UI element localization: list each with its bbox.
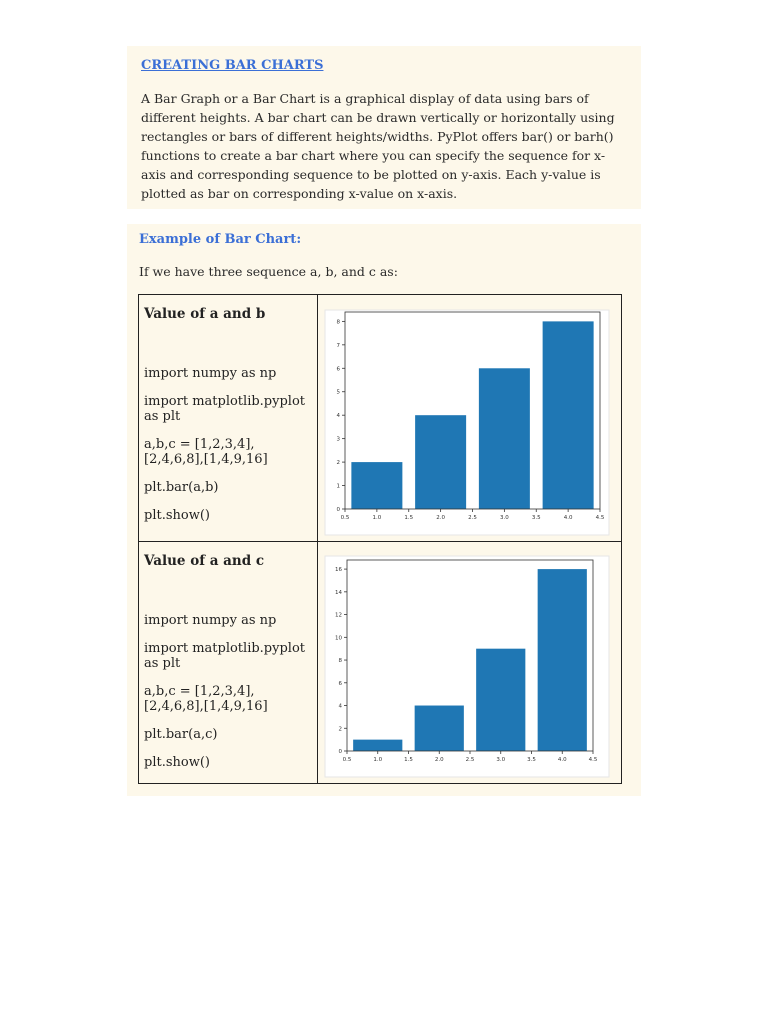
y-tick-label: 12 — [335, 612, 342, 619]
x-tick-label: 2.5 — [468, 515, 477, 521]
bar — [543, 321, 594, 509]
chart-cell — [318, 542, 622, 784]
code-title: Value of a and b — [144, 306, 266, 322]
y-tick-label: 1 — [336, 483, 340, 490]
y-tick-label: 0 — [338, 749, 342, 755]
y-tick-label: 8 — [338, 658, 342, 665]
x-tick-label: 1.5 — [404, 515, 414, 521]
x-tick-label: 4.0 — [557, 757, 567, 763]
code-line: import numpy as np — [144, 613, 277, 628]
y-tick-label: 10 — [335, 635, 342, 642]
code-title: Value of a and c — [144, 553, 265, 569]
bar — [351, 462, 402, 509]
x-tick-label: 0.5 — [340, 515, 350, 521]
y-tick-label: 4 — [338, 703, 342, 710]
bar-chart-a-c — [318, 542, 621, 779]
y-tick-label: 2 — [338, 726, 342, 733]
y-tick-label: 4 — [336, 413, 340, 420]
x-tick-label: 3.5 — [527, 757, 536, 763]
bar — [415, 415, 466, 509]
table-row — [139, 295, 622, 542]
example-table — [138, 294, 622, 784]
intro-paragraph: A Bar Graph or a Bar Chart is a graphical display of data using bars of different heights. A bar chart can be drawn vertically or horizontally using rectangles or bars of different heights/widths. PyPlot offers bar() or barh() functions to create a bar chart where you can specify the sequence for x-axis and corresponding sequence to be plotted on y-axis. Each y-value is plotted as bar on corresponding x-value on x-axis. — [141, 91, 615, 201]
y-tick-label: 3 — [336, 436, 340, 443]
y-tick-label: 16 — [335, 567, 342, 574]
x-tick-label: 1.5 — [404, 757, 413, 763]
bar — [538, 569, 587, 751]
bar — [353, 740, 402, 751]
x-tick-label: 2.5 — [465, 757, 475, 763]
x-tick-label: 2.0 — [434, 757, 444, 763]
example-lead: If we have three sequence a, b, and c as: — [139, 264, 398, 279]
code-line: a,b,c = [1,2,3,4],[2,4,6,8],[1,4,9,16] — [144, 437, 268, 467]
y-tick-label: 14 — [335, 589, 342, 596]
y-tick-label: 2 — [336, 460, 340, 467]
bar-chart-a-b — [318, 295, 621, 537]
x-tick-label: 1.0 — [373, 757, 383, 763]
x-tick-label: 3.5 — [531, 515, 541, 521]
code-line: plt.bar(a,c) — [144, 727, 218, 742]
x-tick-label: 4.5 — [595, 515, 605, 521]
bar — [479, 368, 530, 509]
y-tick-label: 0 — [336, 507, 340, 513]
bar — [476, 649, 525, 751]
example-card — [127, 224, 641, 796]
y-tick-label: 6 — [336, 366, 340, 373]
y-tick-label: 8 — [336, 319, 340, 326]
bar — [415, 706, 464, 751]
y-tick-label: 6 — [338, 680, 342, 687]
section-title: CREATING BAR CHARTS — [141, 58, 324, 73]
code-line: import matplotlib.pyplot as plt — [144, 641, 306, 671]
table-row — [139, 542, 622, 784]
intro-card — [127, 46, 641, 209]
x-tick-label: 0.5 — [342, 757, 352, 763]
code-line: plt.bar(a,b) — [144, 480, 219, 495]
code-line: plt.show() — [144, 755, 210, 770]
code-line: import matplotlib.pyplot as plt — [144, 394, 306, 424]
x-tick-label: 3.0 — [496, 757, 506, 763]
example-title: Example of Bar Chart: — [139, 232, 302, 247]
x-tick-label: 2.0 — [436, 515, 445, 521]
chart-cell — [318, 295, 622, 542]
code-line: plt.show() — [144, 508, 210, 523]
x-tick-label: 1.0 — [372, 515, 382, 521]
code-cell — [139, 542, 318, 784]
code-line: import numpy as np — [144, 366, 277, 381]
y-tick-label: 5 — [336, 389, 340, 396]
code-line: a,b,c = [1,2,3,4],[2,4,6,8],[1,4,9,16] — [144, 684, 268, 714]
x-tick-label: 4.0 — [563, 515, 573, 521]
x-tick-label: 4.5 — [588, 757, 598, 763]
code-cell — [139, 295, 318, 542]
y-tick-label: 7 — [336, 342, 340, 349]
x-tick-label: 3.0 — [500, 515, 509, 521]
